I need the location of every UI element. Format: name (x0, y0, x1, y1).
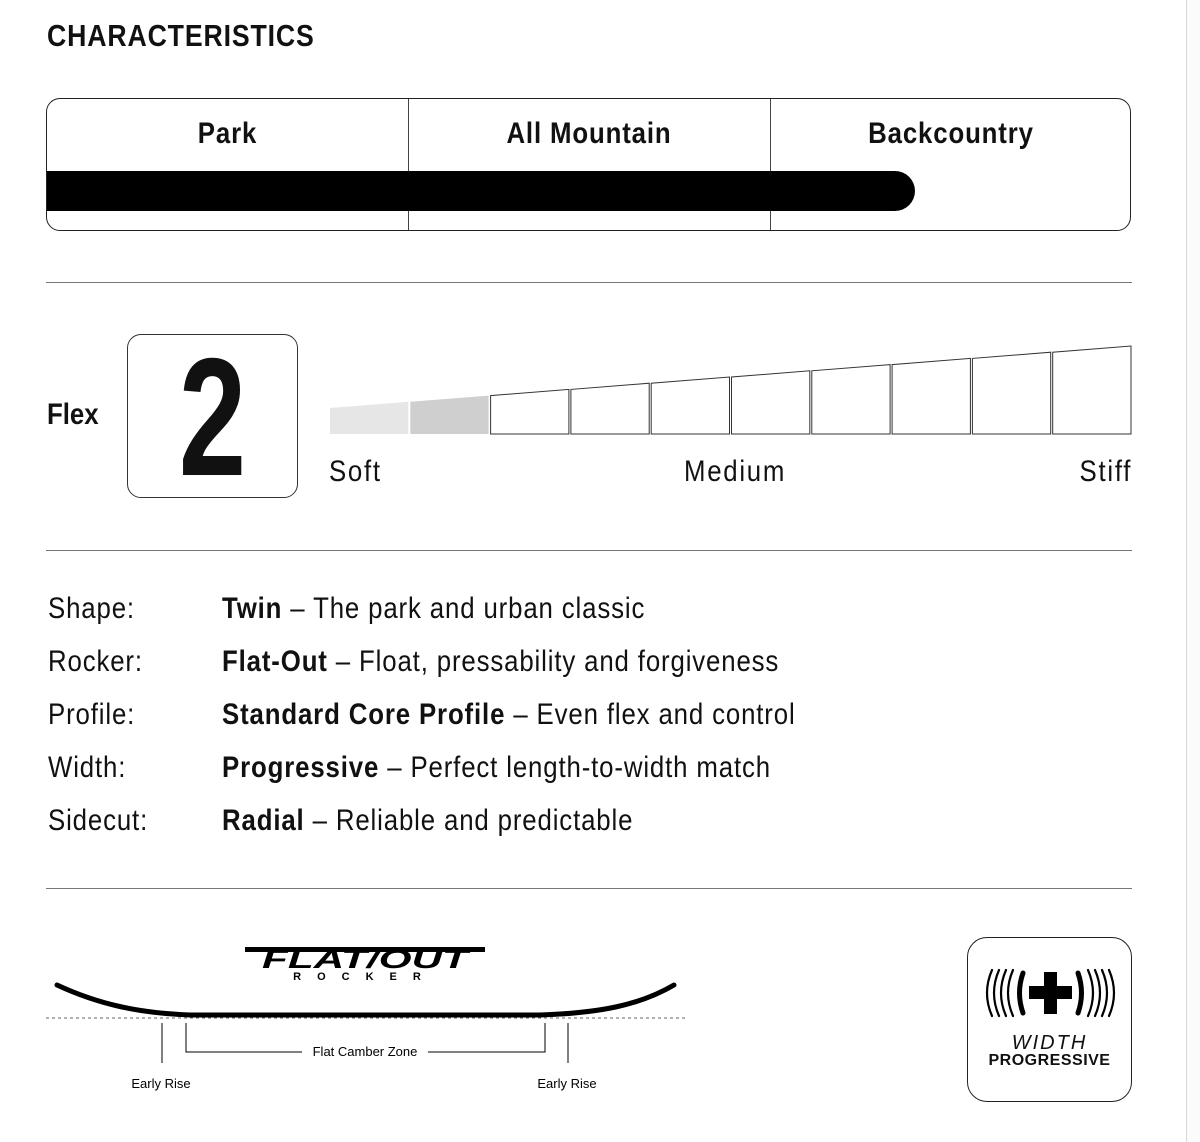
page-scrollbar[interactable] (1186, 0, 1200, 1142)
spec-name: Progressive (222, 751, 380, 784)
divider (46, 282, 1132, 283)
spec-key: Shape: (48, 592, 135, 625)
terrain-label-backcountry: Backcountry (868, 117, 1034, 150)
width-badge-line2: PROGRESSIVE (988, 1052, 1111, 1069)
spec-value (222, 592, 645, 626)
flex-scale-medium: Medium (684, 455, 787, 488)
flex-segment-empty (1053, 346, 1131, 434)
flex-scale (329, 340, 1134, 436)
spec-name: Flat-Out (222, 645, 328, 678)
logo-rocker-text: ROCKER (293, 971, 437, 983)
spec-value (222, 804, 633, 838)
flex-segment-empty (491, 389, 569, 434)
spec-desc: – Float, pressability and forgiveness (327, 645, 780, 678)
rocker-profile-diagram (40, 935, 700, 1105)
spec-desc: – Perfect length-to-width match (379, 751, 771, 784)
spec-name: Twin (222, 592, 283, 625)
spec-value (222, 698, 796, 732)
spec-desc: – Reliable and predictable (304, 804, 634, 837)
flex-segment-filled (330, 402, 408, 434)
flex-scale-stiff: Stiff (1079, 455, 1132, 488)
spec-key: Rocker: (48, 645, 143, 678)
spec-desc: – The park and urban classic (282, 592, 646, 625)
board-profile-curve (57, 985, 674, 1015)
section-title: CHARACTERISTICS (47, 18, 315, 53)
spec-name: Radial (222, 804, 305, 837)
terrain-fill-bar (47, 171, 915, 211)
flex-scale-soft: Soft (329, 455, 382, 488)
divider (46, 550, 1132, 551)
flex-rating-box (127, 323, 298, 511)
spec-value (222, 645, 779, 679)
terrain-chart (46, 98, 1131, 231)
width-progressive-badge (967, 937, 1132, 1102)
spec-value (222, 751, 771, 785)
terrain-label-all-mountain: All Mountain (506, 117, 672, 150)
plus-with-waves-icon (968, 938, 1133, 1033)
spec-key: Sidecut: (48, 804, 149, 837)
flex-segment-empty (571, 383, 649, 434)
flex-label: Flex (47, 398, 99, 431)
flex-segment-filled (410, 396, 488, 434)
early-rise-right-label: Early Rise (537, 1076, 597, 1091)
spec-name: Standard Core Profile (222, 698, 506, 731)
flex-segment-empty (812, 365, 890, 434)
flat-camber-zone-label: Flat Camber Zone (312, 1044, 418, 1059)
divider (46, 888, 1132, 889)
flex-segment-empty (732, 371, 810, 434)
terrain-label-park: Park (197, 117, 258, 150)
flat-out-rocker-logo (245, 944, 485, 983)
flex-segment-empty (972, 352, 1050, 434)
width-badge-line1: WIDTH (1011, 1032, 1088, 1054)
spec-key: Profile: (48, 698, 136, 731)
spec-key: Width: (48, 751, 127, 784)
flex-segment-empty (651, 377, 729, 434)
flex-segment-empty (892, 358, 970, 434)
early-rise-left-label: Early Rise (131, 1076, 191, 1091)
spec-desc: – Even flex and control (505, 698, 796, 731)
flex-rating-value: 2 (178, 323, 247, 511)
logo-flat-out-text: FLAT/OUT (262, 944, 472, 974)
